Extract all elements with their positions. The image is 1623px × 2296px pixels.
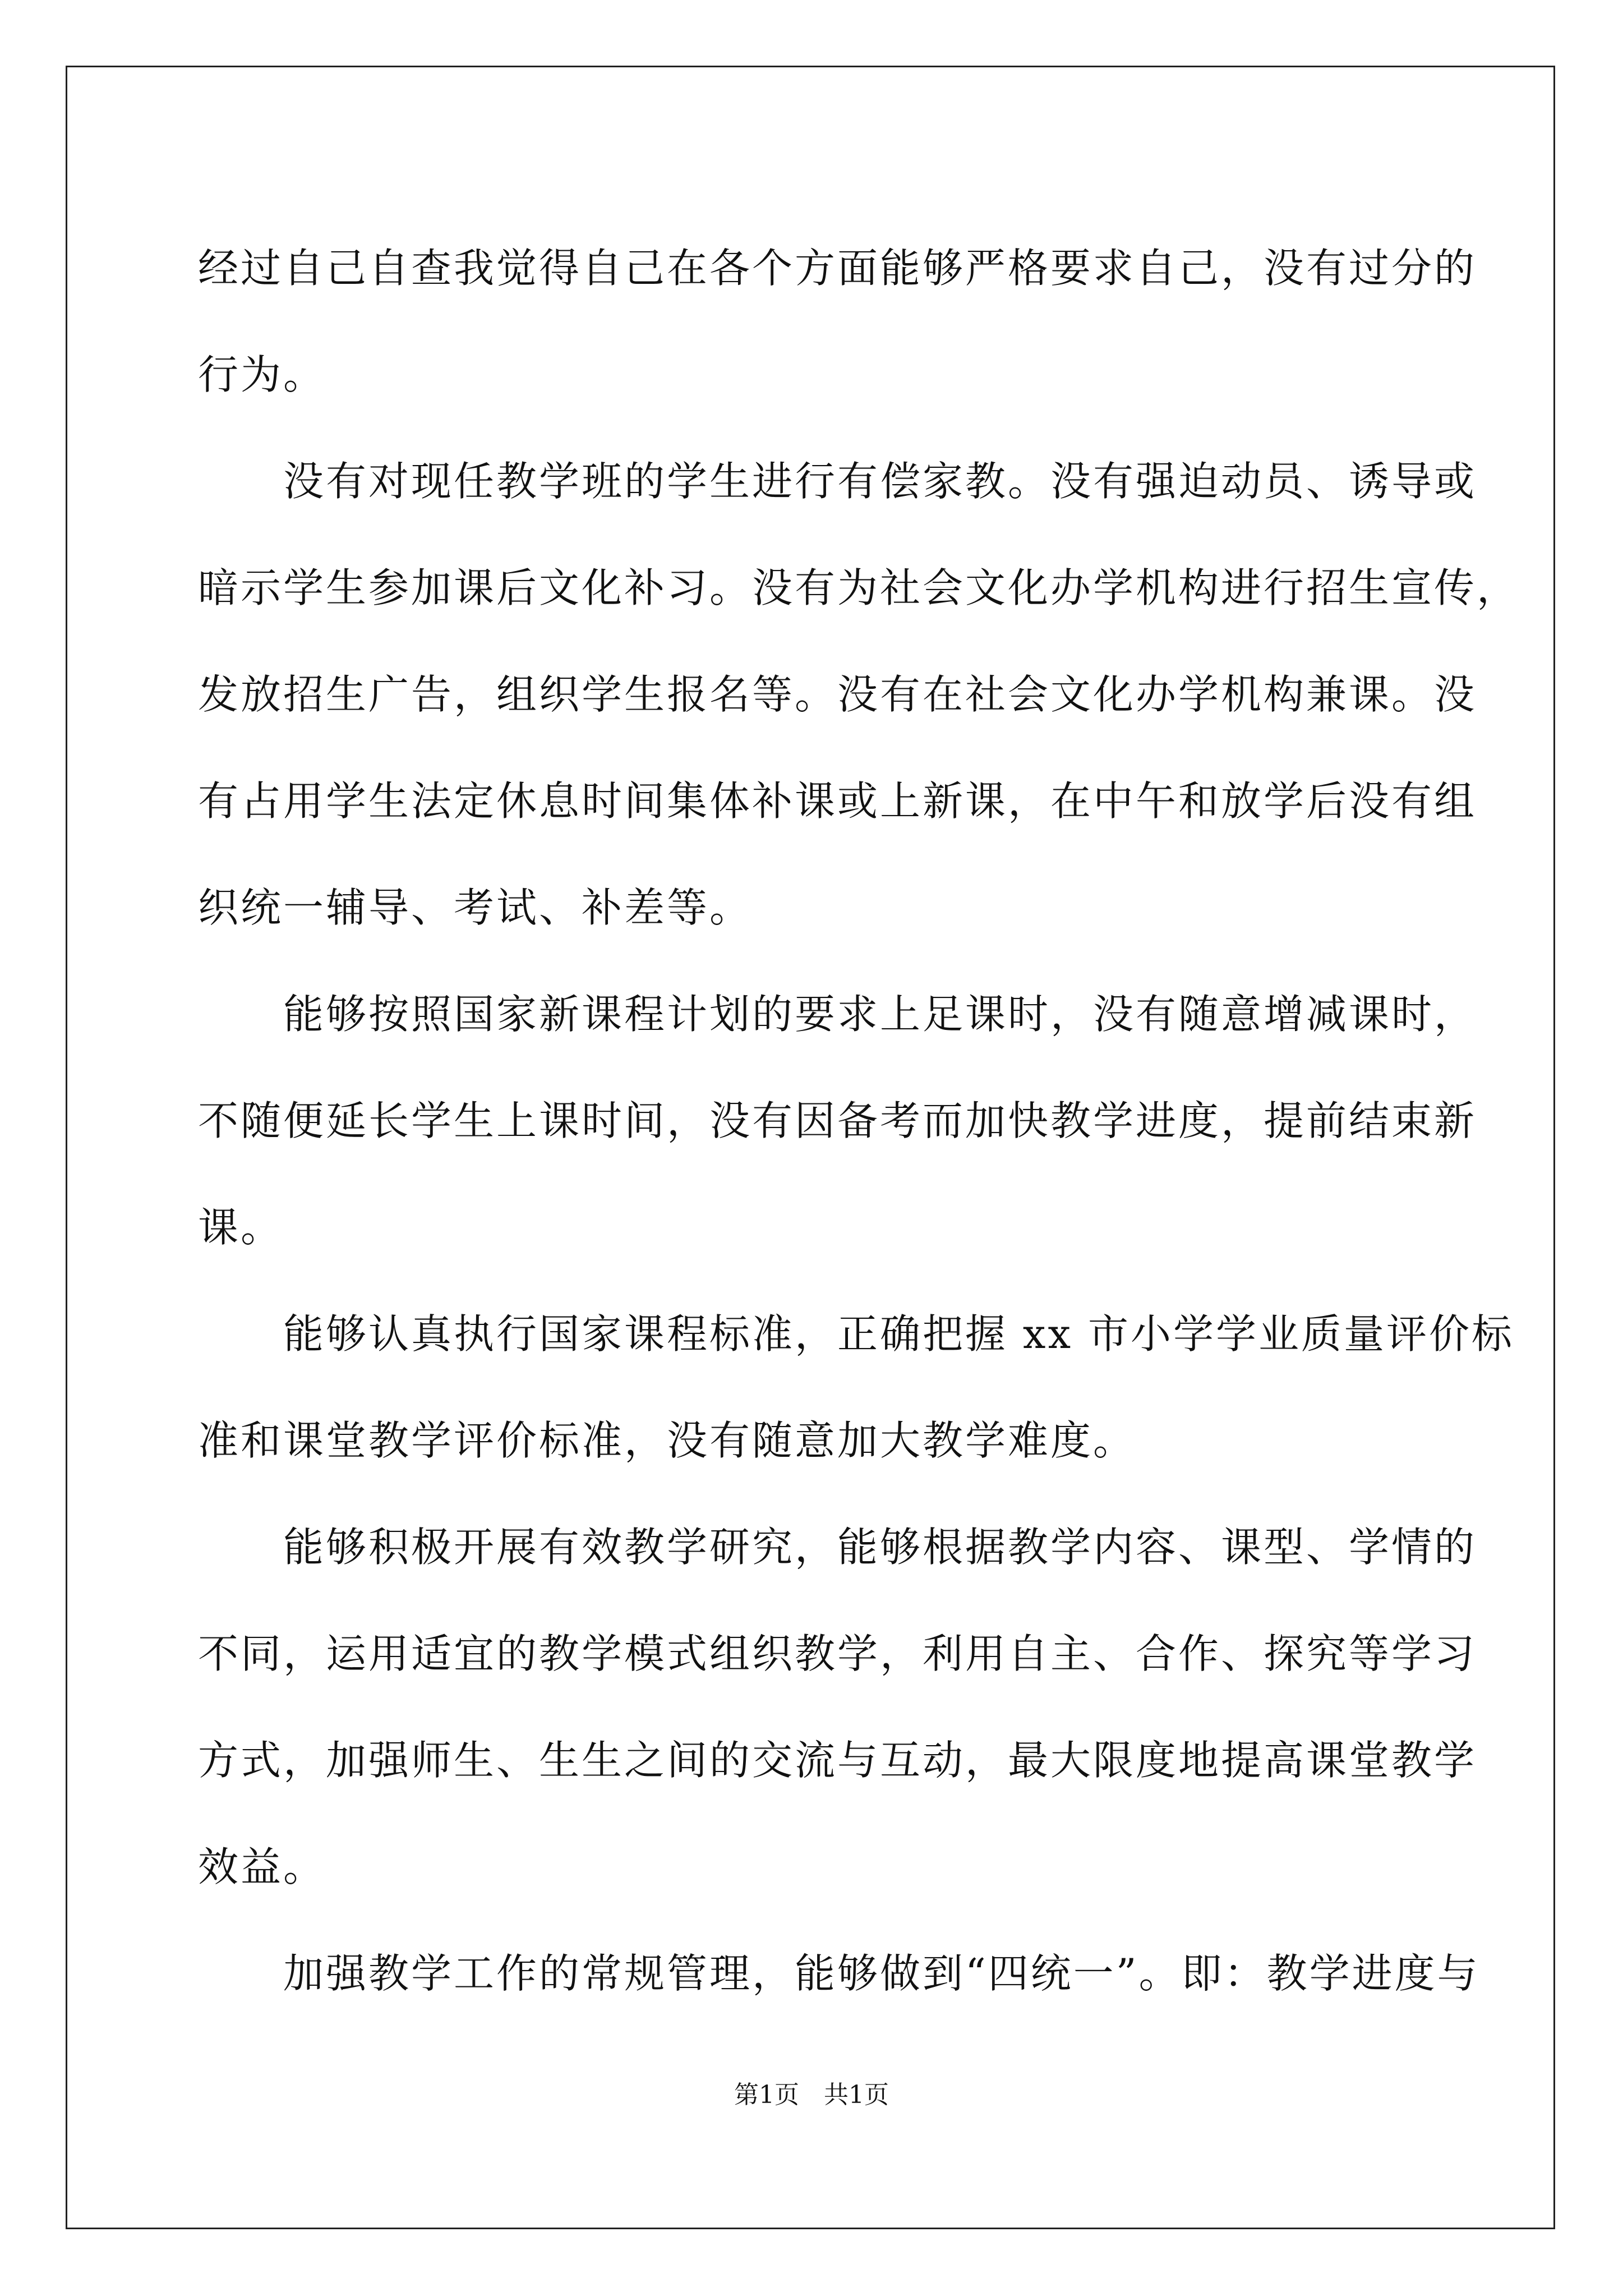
- text-line: 准和课堂教学评价标准，没有随意加大教学难度。: [198, 1417, 1136, 1464]
- text-line: 加强教学工作的常规管理，能够做到“四统一”。即：教学进度与: [198, 1950, 1480, 1997]
- text-line: 没有对现任教学班的学生进行有偿家教。没有强迫动员、诱导或: [198, 458, 1477, 505]
- text-line: 能够按照国家新课程计划的要求上足课时，没有随意增减课时，: [198, 991, 1477, 1038]
- text-line: 织统一辅导、考试、补差等。: [198, 884, 753, 931]
- text-line: 课。: [198, 1204, 284, 1251]
- text-line: 不同，运用适宜的教学模式组织教学，利用自主、合作、探究等学习: [198, 1630, 1477, 1677]
- document-body: [198, 215, 1520, 2027]
- text-line: 经过自己自查我觉得自己在各个方面能够严格要求自己，没有过分的: [198, 245, 1477, 292]
- text-line: 能够积极开展有效教学研究，能够根据教学内容、课型、学情的: [198, 1524, 1477, 1571]
- text-line: 有占用学生法定休息时间集体补课或上新课，在中午和放学后没有组: [198, 777, 1477, 825]
- text-line: 暗示学生参加课后文化补习。没有为社会文化办学机构进行招生宣传，: [198, 564, 1520, 611]
- text-line: 行为。: [198, 351, 326, 398]
- text-line: 方式，加强师生、生生之间的交流与互动，最大限度地提高课堂教学: [198, 1737, 1477, 1784]
- text-line: 不随便延长学生上课时间，没有因备考而加快教学进度，提前结束新: [198, 1097, 1477, 1144]
- text-line: 发放招生广告，组织学生报名等。没有在社会文化办学机构兼课。没: [198, 671, 1477, 718]
- page-number-footer: 第1页 共1页: [734, 2081, 889, 2109]
- text-line: 能够认真执行国家课程标准，正确把握 xx 市小学学业质量评价标: [198, 1310, 1514, 1358]
- text-line: 效益。: [198, 1843, 326, 1890]
